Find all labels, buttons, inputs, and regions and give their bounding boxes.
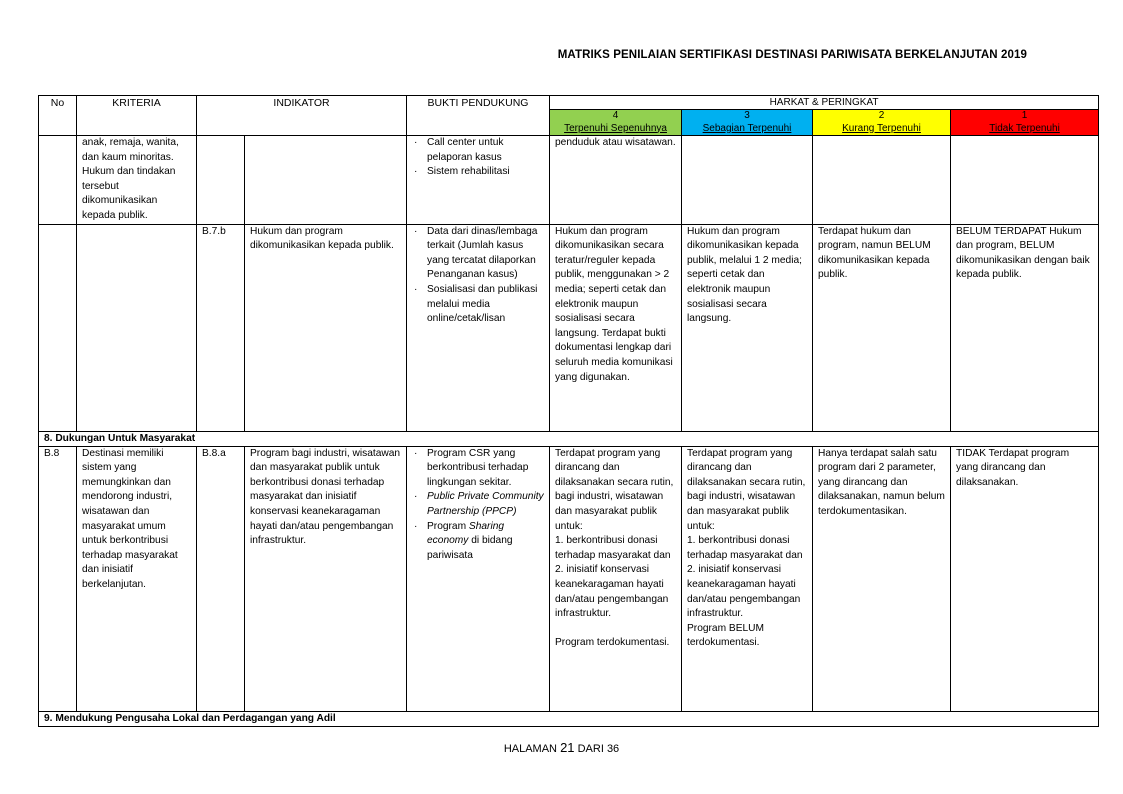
cell-level-2: Terdapat hukum dan program, namun BELUM dikomunikasikan kepada publik.	[813, 224, 951, 431]
document-title: MATRIKS PENILAIAN SERTIFIKASI DESTINASI PARIWISATA BERKELANJUTAN 2019	[557, 49, 1027, 61]
cell-indikator-code: B.8.a	[197, 446, 245, 711]
bukti-item: · Data dari dinas/lembaga terkait (Jumlah kasus yang tercatat dilaporkan Penanganan kasus)	[412, 225, 544, 283]
bukti-item: · Call center untuk pelaporan kasus	[412, 136, 544, 165]
cell-no	[39, 224, 77, 431]
header-no: No	[39, 96, 77, 136]
cell-level-1	[951, 136, 1099, 225]
level-4-note: Program terdokumentasi.	[555, 637, 670, 649]
cell-level-3	[682, 136, 813, 225]
table-row-b7b	[39, 224, 1099, 431]
footer-page-number: 21	[560, 740, 575, 755]
bukti-text: Program	[427, 520, 469, 532]
footer-prefix: HALAMAN	[503, 743, 557, 755]
level-2-label: Kurang Terpenuhi	[842, 122, 921, 134]
section-row-8	[39, 431, 1099, 446]
cell-level-1: TIDAK Terdapat program yang dirancang dan dilaksanakan.	[951, 446, 1099, 711]
cell-kriteria: Destinasi memiliki sistem yang memungkinkan dan mendorong industri, wisatawan dan masyarakat umum untuk berkontribusi terhadap masyarakat dan inisiatif berkelanjutan.	[77, 446, 197, 711]
level-3-number: 3	[744, 110, 750, 121]
header-indikator: INDIKATOR	[197, 96, 407, 136]
bukti-item: · Program CSR yang berkontribusi terhadap lingkungan sekitar.	[412, 447, 544, 491]
level-2-number: 2	[878, 110, 885, 121]
cell-level-2: Hanya terdapat salah satu program dari 2 parameter, yang dirancang dan dilaksanakan, namun belum terdokumentasikan.	[813, 446, 951, 711]
level-1-header	[951, 110, 1099, 136]
footer-total-pages: 36	[606, 743, 620, 755]
level-4-header	[550, 110, 682, 136]
bukti-item: · Sosialisasi dan publikasi melalui media online/cetak/lisan	[412, 283, 544, 327]
level-3-point-2: 2. inisiatif konservasi keanekaragaman hayati dan/atau pengembangan infrastruktur.	[687, 564, 801, 620]
cell-level-4: penduduk atau wisatawan.	[550, 136, 682, 225]
cell-kriteria: anak, remaja, wanita, dan kaum minoritas. Hukum dan tindakan tersebut dikomunikasikan kepada publik.	[77, 136, 197, 225]
cell-indikator: Program bagi industri, wisatawan dan masyarakat publik untuk berkontribusi donasi terhadap masyarakat dan inisiatif konservasi keanekaragaman hayati dan/atau pengembangan infrastruktur.	[245, 446, 407, 711]
bukti-item: · Sistem rehabilitasi	[412, 165, 544, 180]
level-3-label: Sebagian Terpenuhi	[702, 122, 792, 134]
bukti-item: · Public Private Community Partnership (PPCP)	[412, 490, 544, 519]
level-3-note: Program BELUM terdokumentasi.	[687, 622, 765, 649]
section-heading-8: 8. Dukungan Untuk Masyarakat	[39, 431, 1099, 446]
level-4-label: Terpenuhi Sepenuhnya	[564, 122, 667, 134]
cell-kriteria	[77, 224, 197, 431]
section-row-9	[39, 711, 1099, 726]
cell-bukti	[407, 224, 550, 431]
level-1-label: Tidak Terpenuhi	[989, 122, 1060, 134]
bukti-text: di bidang pariwisata	[427, 535, 513, 561]
bukti-text-italic: Sharing economy	[427, 520, 505, 547]
cell-indikator	[245, 136, 407, 225]
footer-mid: DARI	[577, 743, 604, 755]
bukti-item	[412, 520, 544, 564]
level-4-intro: Terdapat program yang dirancang dan dilaksanakan secara rutin, bagi industri, wisatawan dan masyarakat publik untuk:	[555, 447, 674, 532]
cell-bukti	[407, 446, 550, 711]
level-4-point-2: 2. inisiatif konservasi keanekaragaman hayati dan/atau pengembangan infrastruktur.	[555, 564, 669, 620]
level-1-number: 1	[1021, 110, 1028, 121]
section-heading-9: 9. Mendukung Pengusaha Lokal dan Perdagangan yang Adil	[39, 711, 1099, 726]
cell-bukti	[407, 136, 550, 225]
cell-level-3	[682, 446, 813, 711]
cell-level-4: Hukum dan program dikomunikasikan secara teratur/reguler kepada publik, menggunakan > 2 media; seperti cetak dan elektronik maupun sosialisasi secara langsung. Terdapat bukti dokumentasi lengkap dari seluruh media komunikasi yang digunakan.	[550, 224, 682, 431]
page-footer	[0, 740, 1123, 755]
cell-level-4	[550, 446, 682, 711]
cell-indikator: Hukum dan program dikomunikasikan kepada publik.	[245, 224, 407, 431]
header-kriteria: KRITERIA	[77, 96, 197, 136]
level-4-number: 4	[612, 110, 619, 121]
cell-level-3: Hukum dan program dikomunikasikan kepada publik, melalui 1 2 media; seperti cetak dan elektronik maupun sosialisasi secara langsung.	[682, 224, 813, 431]
level-4-point-1: 1. berkontribusi donasi terhadap masyarakat dan	[555, 535, 671, 561]
level-3-header	[682, 110, 813, 136]
cell-indikator-code	[197, 136, 245, 225]
cell-level-2	[813, 136, 951, 225]
cell-indikator-code: B.7.b	[197, 224, 245, 431]
spacer	[555, 622, 676, 637]
assessment-matrix-table	[38, 95, 1099, 727]
cell-no: B.8	[39, 446, 77, 711]
table-row-continuation	[39, 136, 1099, 225]
cell-no	[39, 136, 77, 225]
level-3-intro: Terdapat program yang dirancang dan dilaksanakan secara rutin, bagi industri, wisatawan dan masyarakat publik untuk:	[687, 447, 806, 532]
level-3-point-1: 1. berkontribusi donasi terhadap masyarakat dan	[687, 535, 803, 561]
header-harkat-peringkat: HARKAT & PERINGKAT	[550, 96, 1099, 110]
cell-level-1: BELUM TERDAPAT Hukum dan program, BELUM dikomunikasikan dengan baik kepada publik.	[951, 224, 1099, 431]
header-bukti-pendukung: BUKTI PENDUKUNG	[407, 96, 550, 136]
level-2-header	[813, 110, 951, 136]
table-row-b8	[39, 446, 1099, 711]
